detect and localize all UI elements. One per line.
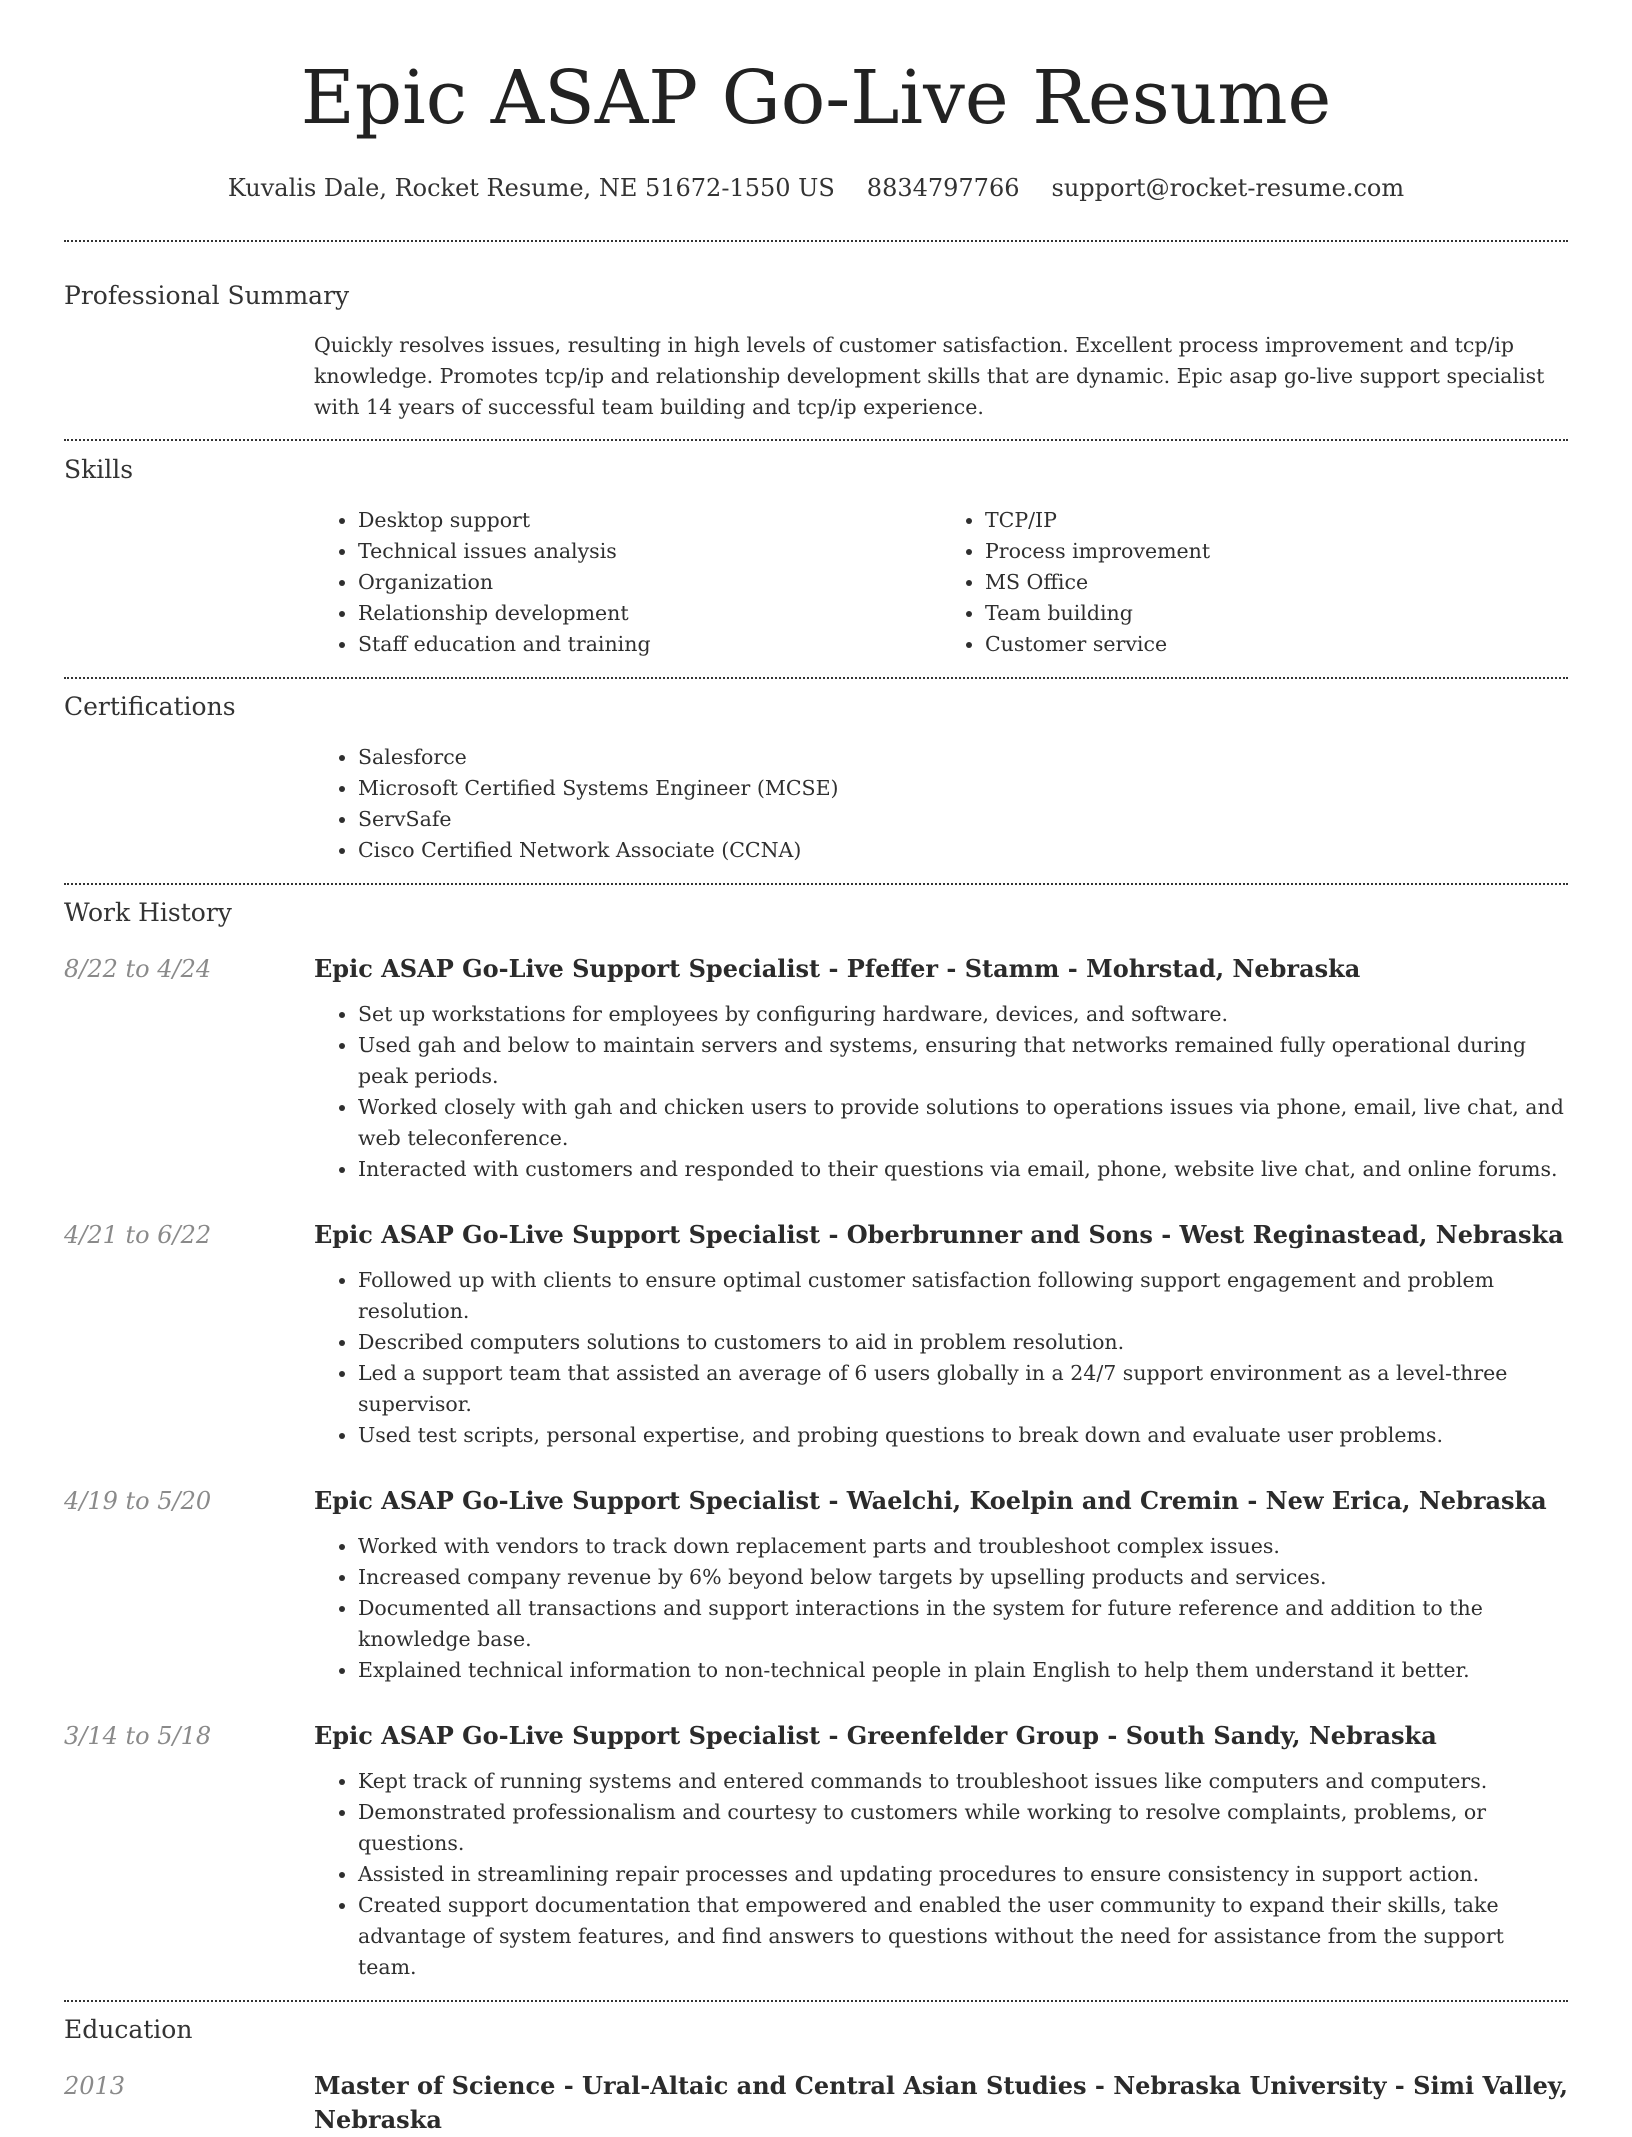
certifications-section bbox=[64, 679, 1568, 883]
job-bullets bbox=[314, 1531, 1568, 1686]
job-bullet: • Demonstrated professionalism and courtesy to customers while working to resolve complaints, problems, or questions. bbox=[358, 1797, 1568, 1859]
job-bullet: • Set up workstations for employees by configuring hardware, devices, and software. bbox=[358, 999, 1568, 1030]
job-date: 3/14 to 5/18 bbox=[64, 1722, 212, 1750]
job-date: 4/19 to 5/20 bbox=[64, 1487, 212, 1515]
contact-address: Kuvalis Dale, Rocket Resume, NE 51672-1550 US bbox=[227, 174, 835, 202]
education-title: Master of Science - Ural-Altaic and Central Asian Studies - Nebraska University - Simi Valley, Nebraska bbox=[314, 2071, 1568, 2134]
section-title-certifications: Certifications bbox=[64, 692, 236, 721]
skill-item: • Customer service bbox=[985, 629, 1568, 660]
job-bullet: • Led a support team that assisted an average of 6 users globally in a 24/7 support environment as a level-three supervisor. bbox=[358, 1358, 1568, 1420]
job-bullet: • Kept track of running systems and entered commands to troubleshoot issues like computers and computers. bbox=[358, 1766, 1568, 1797]
skills-list-right bbox=[941, 505, 1568, 660]
job-title: Epic ASAP Go-Live Support Specialist - Pfeffer - Stamm - Mohrstad, Nebraska bbox=[314, 954, 1361, 983]
education-section bbox=[64, 2002, 1568, 2137]
job-entry bbox=[64, 1484, 1568, 1686]
section-title-work-history: Work History bbox=[64, 898, 232, 927]
certification-item: • Salesforce bbox=[358, 742, 1568, 773]
skill-item: • Organization bbox=[358, 567, 941, 598]
job-title: Epic ASAP Go-Live Support Specialist - Waelchi, Koelpin and Cremin - New Erica, Nebraska bbox=[314, 1486, 1547, 1515]
job-bullet: • Increased company revenue by 6% beyond below targets by upselling products and services. bbox=[358, 1562, 1568, 1593]
skill-item: • Technical issues analysis bbox=[358, 536, 941, 567]
job-bullet: • Assisted in streamlining repair processes and updating procedures to ensure consistency in support action. bbox=[358, 1859, 1568, 1890]
job-date: 4/21 to 6/22 bbox=[64, 1221, 212, 1249]
summary-section bbox=[64, 242, 1568, 439]
job-entry bbox=[64, 952, 1568, 1185]
certification-item: • ServSafe bbox=[358, 804, 1568, 835]
section-title-skills: Skills bbox=[64, 455, 134, 484]
job-bullet: • Used gah and below to maintain servers and systems, ensuring that networks remained fully operational during peak periods. bbox=[358, 1030, 1568, 1092]
work-history-section bbox=[64, 885, 1568, 2000]
education-entry bbox=[64, 2069, 1568, 2137]
job-bullet: • Worked with vendors to track down replacement parts and troubleshoot complex issues. bbox=[358, 1531, 1568, 1562]
section-title-education: Education bbox=[64, 2015, 193, 2044]
skill-item: • Process improvement bbox=[985, 536, 1568, 567]
job-date: 8/22 to 4/24 bbox=[64, 955, 212, 983]
contact-email: support@rocket-resume.com bbox=[1051, 174, 1405, 202]
job-entry bbox=[64, 1218, 1568, 1451]
job-entry bbox=[64, 1719, 1568, 1983]
section-title-summary: Professional Summary bbox=[64, 281, 350, 310]
contact-phone: 8834797766 bbox=[866, 174, 1020, 202]
resume-title: Epic ASAP Go-Live Resume bbox=[300, 55, 1332, 141]
certifications-list bbox=[314, 742, 1568, 866]
skills-list-left bbox=[314, 505, 941, 660]
job-bullet: • Explained technical information to non-technical people in plain English to help them understand it better. bbox=[358, 1655, 1568, 1686]
job-bullet: • Described computers solutions to customers to aid in problem resolution. bbox=[358, 1327, 1568, 1358]
job-bullet: • Used test scripts, personal expertise, and probing questions to break down and evaluate user problems. bbox=[358, 1420, 1568, 1451]
skill-item: • Staff education and training bbox=[358, 629, 941, 660]
job-bullets bbox=[314, 1265, 1568, 1451]
summary-text: Quickly resolves issues, resulting in high levels of customer satisfaction. Excellent process improvement and tcp/ip knowledge. Promotes tcp/ip and relationship development skills that are dynamic. Epic asap go-live support specialist with 14 years of successful team building and tcp/ip experience. bbox=[314, 333, 1545, 419]
job-title: Epic ASAP Go-Live Support Specialist - Oberbrunner and Sons - West Reginastead, Nebraska bbox=[314, 1220, 1564, 1249]
skill-item: • Desktop support bbox=[358, 505, 941, 536]
certification-item: • Cisco Certified Network Associate (CCNA) bbox=[358, 835, 1568, 866]
job-bullets bbox=[314, 999, 1568, 1185]
education-date: 2013 bbox=[64, 2072, 126, 2100]
job-title: Epic ASAP Go-Live Support Specialist - Greenfelder Group - South Sandy, Nebraska bbox=[314, 1721, 1437, 1750]
job-bullet: • Created support documentation that empowered and enabled the user community to expand their skills, take advantage of system features, and find answers to questions without the need for assistance from the support team. bbox=[358, 1890, 1568, 1983]
job-bullets bbox=[314, 1766, 1568, 1983]
certification-item: • Microsoft Certified Systems Engineer (MCSE) bbox=[358, 773, 1568, 804]
job-bullet: • Documented all transactions and support interactions in the system for future reference and addition to the knowledge base. bbox=[358, 1593, 1568, 1655]
contact-line bbox=[64, 172, 1568, 204]
job-bullet: • Followed up with clients to ensure optimal customer satisfaction following support engagement and problem resolution. bbox=[358, 1265, 1568, 1327]
skill-item: • Team building bbox=[985, 598, 1568, 629]
skill-item: • TCP/IP bbox=[985, 505, 1568, 536]
resume-header bbox=[64, 0, 1568, 204]
resume-page bbox=[64, 0, 1568, 2137]
job-bullet: • Interacted with customers and responded to their questions via email, phone, website live chat, and online forums. bbox=[358, 1154, 1568, 1185]
skill-item: • MS Office bbox=[985, 567, 1568, 598]
skill-item: • Relationship development bbox=[358, 598, 941, 629]
skills-section bbox=[64, 441, 1568, 677]
job-bullet: • Worked closely with gah and chicken users to provide solutions to operations issues via phone, email, live chat, and web teleconference. bbox=[358, 1092, 1568, 1154]
